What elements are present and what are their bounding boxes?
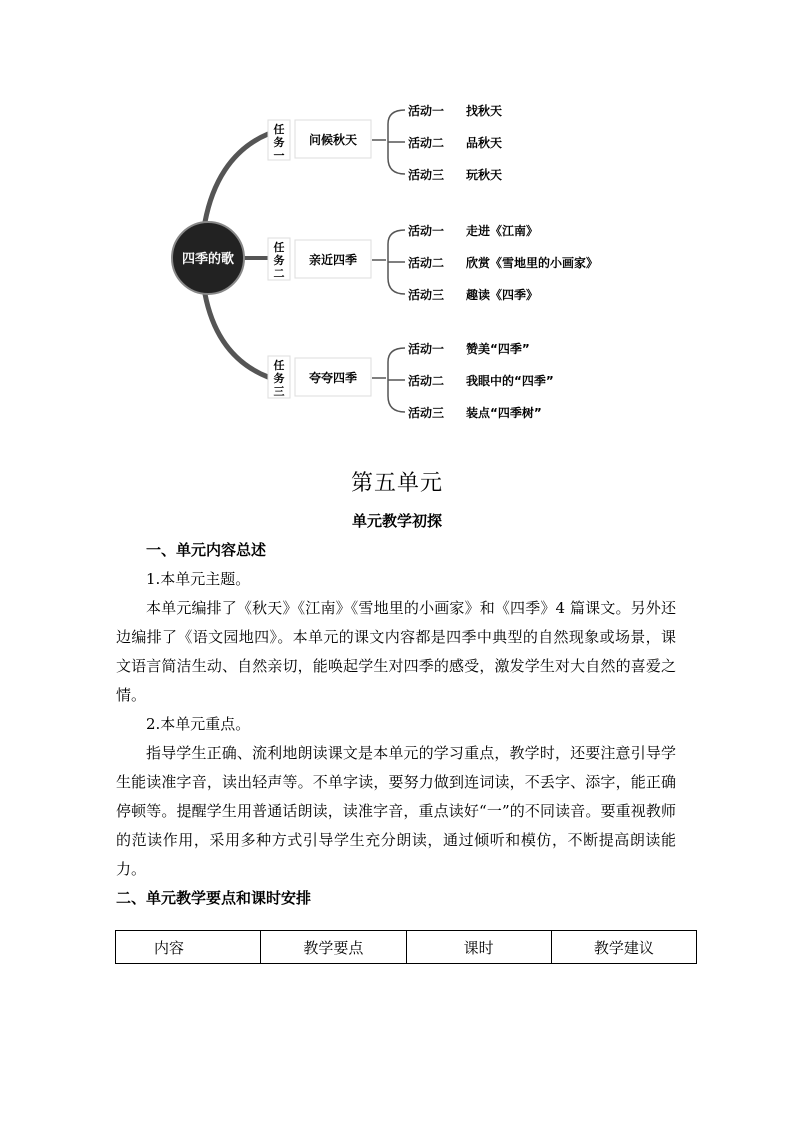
task-3 [268, 341, 554, 420]
teaching-plan-table [115, 930, 697, 964]
activity-text: 走进《江南》 [466, 224, 539, 238]
task-tag-char: 二 [273, 267, 285, 280]
section-1-heading: 一、单元内容总述 [146, 541, 267, 559]
branch-task-1 [205, 134, 268, 222]
task-tag-char: 三 [273, 385, 285, 398]
activity-label: 活动二 [408, 256, 445, 270]
activity-label: 活动二 [408, 374, 445, 388]
mind-map [0, 0, 794, 440]
activity-label: 活动一 [408, 104, 445, 118]
activity-label: 活动三 [408, 168, 445, 182]
activity-text: 品秋天 [466, 136, 503, 150]
activity-text: 玩秋天 [466, 168, 503, 182]
unit-title: 第五单元 [350, 471, 443, 496]
activity-bracket [372, 110, 405, 174]
task-tag-char: 一 [273, 149, 285, 162]
activity-text: 欣赏《雪地里的小画家》 [466, 256, 599, 270]
activity-text: 赞美“四季” [466, 342, 530, 356]
task-title: 问候秋天 [308, 133, 358, 147]
task-title: 夸夸四季 [308, 371, 358, 385]
activity-label: 活动三 [408, 288, 445, 302]
activity-bracket [372, 230, 405, 294]
table-header-cell: 教学要点 [261, 931, 406, 964]
item-unit-theme: 1.本单元主题。 [146, 570, 251, 588]
activity-text: 找秋天 [466, 104, 503, 118]
table-header-cell: 教学建议 [551, 931, 696, 964]
activity-label: 活动二 [408, 136, 445, 150]
task-tag-char: 任 [273, 359, 285, 372]
task-tag-char: 任 [273, 241, 285, 254]
task-tag-char: 务 [273, 372, 285, 385]
activity-label: 活动三 [408, 406, 445, 420]
center-node-label: 四季的歌 [181, 252, 235, 267]
activity-text: 趣读《四季》 [466, 288, 539, 302]
activity-bracket [372, 348, 405, 412]
table-header-row [116, 931, 697, 964]
section-2-heading: 二、单元教学要点和课时安排 [116, 889, 312, 907]
paragraph-theme: 本单元编排了《秋天》《江南》《雪地里的小画家》和《四季》4 篇课文。另外还边编排了《语文园地四》。本单元的课文内容都是四季中典型的自然现象或场景，课文语言简洁生动、自然亲切，能唤起学生对四季的感受，激发学生对大自然的喜爱之情。 [116, 599, 676, 704]
activity-text: 装点“四季树” [466, 406, 542, 420]
task-tag-char: 务 [273, 136, 285, 149]
activity-label: 活动一 [408, 342, 445, 356]
paragraph-focus: 指导学生正确、流利地朗读课文是本单元的学习重点，教学时，还要注意引导学生能读准字音，读出轻声等。不单字读，要努力做到连词读，不丢字、添字，能正确停顿等。提醒学生用普通话朗读，读准字音，重点读好“一”的不同读音。要重视教师的范读作用，采用多种方式引导学生充分朗读，通过倾听和模仿，不断提高朗读能力。 [116, 744, 676, 878]
branch-task-3 [205, 294, 268, 377]
task-tag-char: 务 [273, 254, 285, 267]
table-header-cell: 内容 [116, 931, 261, 964]
task-2 [268, 223, 598, 302]
task-title: 亲近四季 [308, 253, 358, 267]
item-unit-focus: 2.本单元重点。 [146, 715, 251, 733]
unit-subtitle: 单元教学初探 [351, 512, 442, 530]
table-header-cell: 课时 [406, 931, 551, 964]
task-1 [268, 103, 502, 182]
activity-text: 我眼中的“四季” [466, 374, 554, 388]
document-body [116, 536, 676, 913]
task-tag-char: 任 [273, 123, 285, 136]
activity-label: 活动一 [408, 224, 445, 238]
